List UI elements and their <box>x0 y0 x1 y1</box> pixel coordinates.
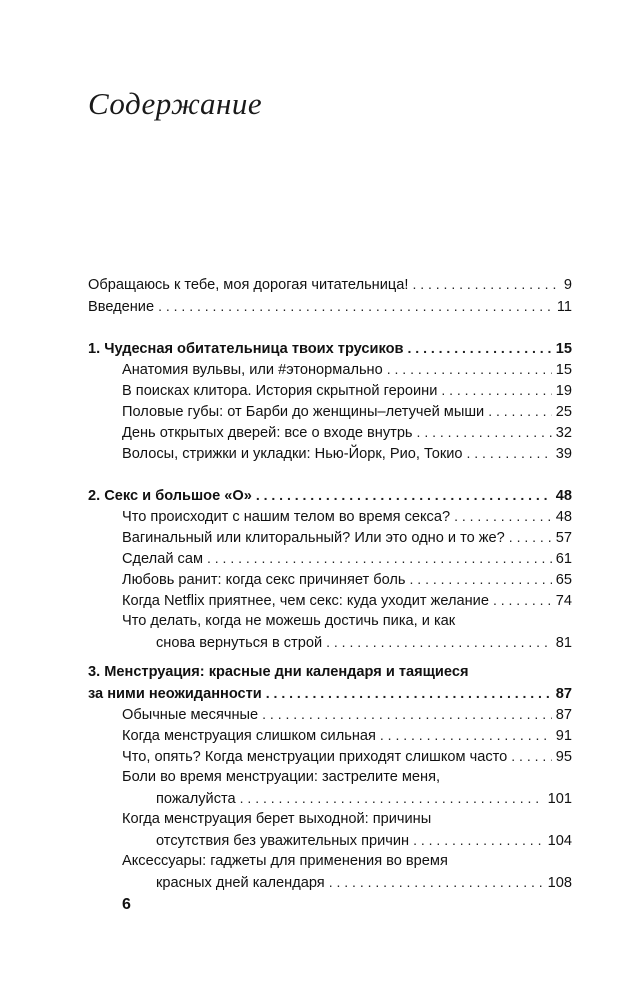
dot-leader <box>417 422 552 442</box>
toc-page-number: 101 <box>547 791 572 807</box>
dot-leader <box>256 485 552 505</box>
toc-page-number: 19 <box>555 383 572 399</box>
toc-entry[interactable] <box>122 569 572 590</box>
toc-page-number: 25 <box>555 404 572 420</box>
toc-entry-title-line2: пожалуйста <box>156 791 236 807</box>
toc-page-number: 15 <box>555 362 572 378</box>
toc-page-number: 9 <box>563 277 572 293</box>
dot-leader <box>408 338 552 358</box>
toc-page-number: 39 <box>555 446 572 462</box>
toc-entry[interactable] <box>122 548 572 569</box>
toc-chapter-3[interactable] <box>88 683 572 704</box>
toc-entry[interactable] <box>122 725 572 746</box>
toc-entry-title: Половые губы: от Барби до женщины–летучей мыши <box>122 404 485 420</box>
toc-entry-title: Введение <box>88 299 155 315</box>
toc-entry[interactable] <box>122 746 572 767</box>
dot-leader <box>329 872 544 892</box>
toc-entry-title: Когда Netflix приятнее, чем секс: куда уходит желание <box>122 593 489 609</box>
toc-entry[interactable] <box>122 590 572 611</box>
toc-entry-title: Волосы, стрижки и укладки: Нью-Йорк, Рио, Токио <box>122 446 463 462</box>
toc-page-number: 91 <box>555 728 572 744</box>
toc-entry-title-line1[interactable]: Боли во время менструации: застрелите меня, <box>122 769 441 785</box>
dot-leader <box>266 683 552 703</box>
toc-page-number: 15 <box>555 341 572 357</box>
toc-entry-title: Что происходит с нашим телом во время секса? <box>122 509 451 525</box>
toc-page-number: 104 <box>547 833 572 849</box>
toc-entry[interactable] <box>122 506 572 527</box>
toc-page-number: 95 <box>555 749 572 765</box>
toc-entry[interactable] <box>122 380 572 401</box>
toc-page-number: 32 <box>555 425 572 441</box>
toc-entry-title: Обычные месячные <box>122 707 259 723</box>
toc-chapter-1[interactable] <box>88 338 572 359</box>
toc-page-number: 48 <box>555 488 572 504</box>
toc-entry-title-line1[interactable]: Когда менструация берет выходной: причины <box>122 811 432 827</box>
toc-entry[interactable] <box>156 830 572 851</box>
toc-entry-title-line1[interactable]: Что делать, когда не можешь достичь пика, и как <box>122 613 456 629</box>
dot-leader <box>509 527 552 547</box>
toc-entry-title-line1[interactable]: Аксессуары: гаджеты для применения во время <box>122 853 448 869</box>
toc-page-number: 65 <box>555 572 572 588</box>
toc-page-number: 81 <box>555 635 572 651</box>
dot-leader <box>511 746 551 766</box>
toc-entry-title: Сделай сам <box>122 551 203 567</box>
page-title: Содержание <box>88 86 263 121</box>
page-number: 6 <box>122 896 131 913</box>
toc-page-number: 48 <box>555 509 572 525</box>
toc-entry-title: Любовь ранит: когда секс причиняет боль <box>122 572 406 588</box>
toc-entry[interactable] <box>156 872 572 893</box>
toc-page-number: 57 <box>555 530 572 546</box>
dot-leader <box>262 704 552 724</box>
toc-entry-title-line2: отсутствия без уважительных причин <box>156 833 410 849</box>
dot-leader <box>410 569 552 589</box>
dot-leader <box>441 380 551 400</box>
dot-leader <box>413 830 544 850</box>
toc-entry-title: В поисках клитора. История скрытной героини <box>122 383 438 399</box>
dot-leader <box>467 443 552 463</box>
dot-leader <box>240 788 544 808</box>
toc-entry-title: Обращаюсь к тебе, моя дорогая читательница! <box>88 277 409 293</box>
chapter-title: 2. Секс и большое «О» <box>88 488 252 504</box>
toc-entry[interactable] <box>122 359 572 380</box>
dot-leader <box>207 548 552 568</box>
chapter-title-line2: за ними неожиданности <box>88 686 262 702</box>
dot-leader <box>158 296 553 316</box>
toc-entry[interactable] <box>122 704 572 725</box>
toc-entry-title: Анатомия вульвы, или #этонормально <box>122 362 383 378</box>
toc-entry[interactable] <box>122 401 572 422</box>
toc-entry-greeting[interactable] <box>88 274 572 295</box>
toc-page-number: 61 <box>555 551 572 567</box>
toc-entry[interactable] <box>122 443 572 464</box>
dot-leader <box>412 274 559 294</box>
toc-entry-title: Когда менструация слишком сильная <box>122 728 376 744</box>
toc-entry[interactable] <box>122 527 572 548</box>
dot-leader <box>387 359 552 379</box>
toc-entry[interactable] <box>156 788 572 809</box>
toc-entry-title-line2: красных дней календаря <box>156 875 325 891</box>
toc-page-number: 74 <box>555 593 572 609</box>
toc-page-number: 108 <box>547 875 572 891</box>
toc-entry-title: День открытых дверей: все о входе внутрь <box>122 425 413 441</box>
dot-leader <box>454 506 552 526</box>
dot-leader <box>380 725 552 745</box>
toc-entry-introduction[interactable] <box>88 296 572 317</box>
dot-leader <box>493 590 552 610</box>
toc-entry[interactable] <box>156 632 572 653</box>
toc-page-number: 87 <box>555 707 572 723</box>
toc-entry-title: Что, опять? Когда менструации приходят слишком часто <box>122 749 508 765</box>
toc-page-number: 11 <box>556 299 572 315</box>
chapter-3-title-line1[interactable]: 3. Менструация: красные дни календаря и таящиеся <box>88 664 469 680</box>
dot-leader <box>326 632 552 652</box>
dot-leader <box>488 401 552 421</box>
toc-page-number: 87 <box>555 686 572 702</box>
toc-entry[interactable] <box>122 422 572 443</box>
toc-chapter-2[interactable] <box>88 485 572 506</box>
toc-entry-title: Вагинальный или клиторальный? Или это одно и то же? <box>122 530 505 546</box>
toc-entry-title-line2: снова вернуться в строй <box>156 635 323 651</box>
chapter-title: 1. Чудесная обитательница твоих трусиков <box>88 341 404 357</box>
